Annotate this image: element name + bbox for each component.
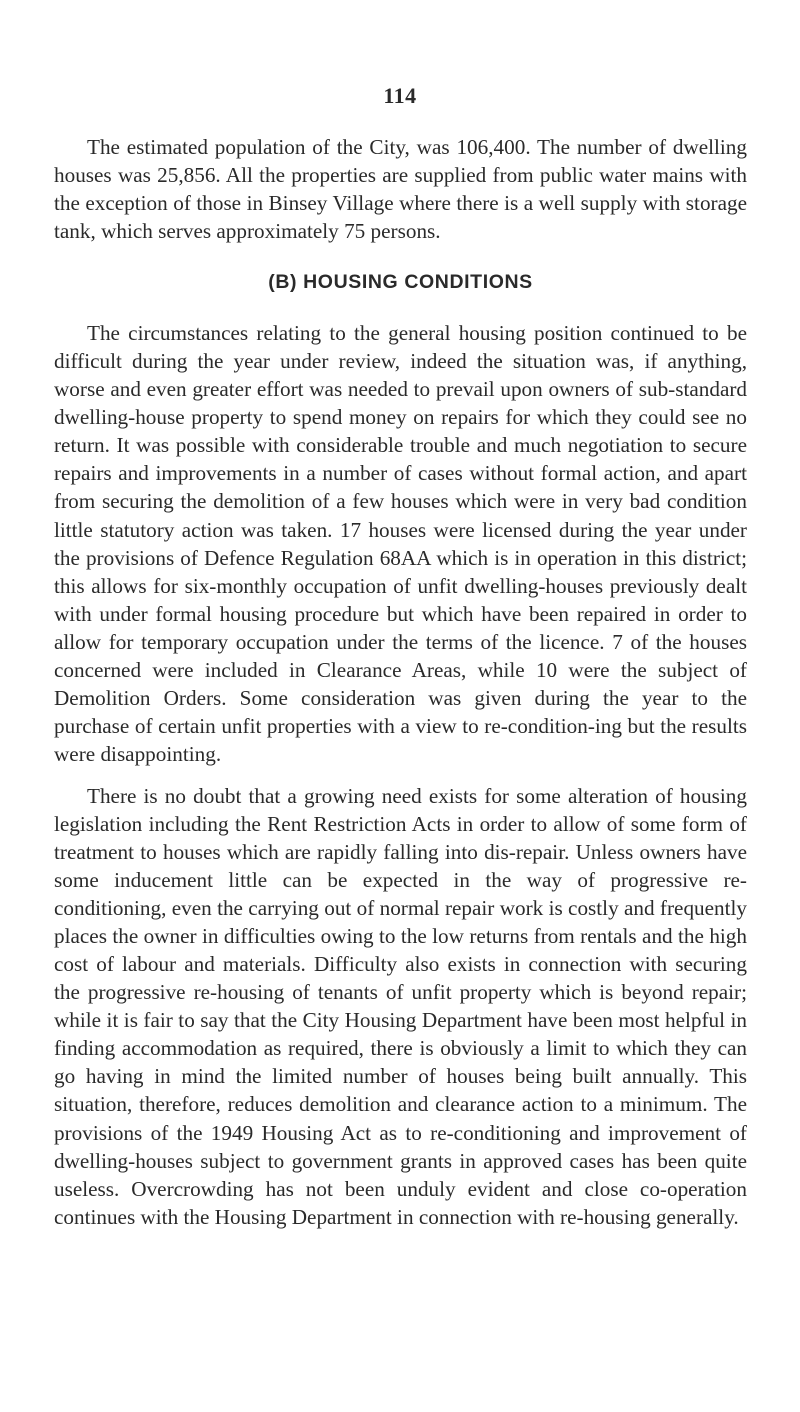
page-body bbox=[54, 133, 747, 1231]
section-heading: (B) HOUSING CONDITIONS bbox=[268, 271, 533, 294]
body-paragraph: There is no doubt that a growing need exists for some alteration of housing legislation including the Rent Restriction Acts in order to allow of some form of treatment to houses which are rapidly falling into dis-repair. Unless owners have some inducement little can be expected in the way of progressive re-conditioning, even the carrying out of normal repair work is costly and frequently places the owner in difficulties owing to the low returns from rentals and the high cost of labour and materials. Difficulty also exists in connection with securing the progressive re-housing of tenants of unfit property which is beyond repair; while it is fair to say that the City Housing Department have been most helpful in finding accommodation as required, there is obviously a limit to which they can go having in mind the limited number of houses being built annually. This situation, therefore, reduces demolition and clearance action to a minimum. The provisions of the 1949 Housing Act as to re-conditioning and improvement of dwelling-houses subject to government grants in approved cases has been quite useless. Overcrowding has not been unduly evident and close co-operation continues with the Housing Department in connection with re-housing generally. bbox=[54, 783, 747, 1229]
intro-paragraph: The estimated population of the City, was 106,400. The number of dwelling houses was 25,856. All the properties are supplied from public water mains with the exception of those in Binsey Village where there is a well supply with storage tank, which serves approximately 75 persons. bbox=[54, 135, 747, 244]
page-number: 114 bbox=[383, 83, 417, 108]
body-paragraph: The circumstances relating to the general housing position continued to be difficult during the year under review, indeed the situation was, if anything, worse and even greater effort was needed to prevail upon owners of sub-standard dwelling-house property to spend money on repairs for which they could see no return. It was possible with considerable trouble and much negotiation to secure repairs and improvements in a number of cases without formal action, and apart from securing the demolition of a few houses which were in very bad condition little statutory action was taken. 17 houses were licensed during the year under the provisions of Defence Regulation 68AA which is in operation in this district; this allows for six-monthly occupation of unfit dwelling-houses previously dealt with under formal housing procedure but which have been repaired in order to allow for temporary occupation under the terms of the licence. 7 of the houses concerned were included in Clearance Areas, while 10 were the subject of Demolition Orders. Some consideration was given during the year to the purchase of certain unfit properties with a view to re-condition-ing but the results were disappointing. bbox=[54, 321, 747, 766]
paragraph-spacer bbox=[54, 768, 747, 782]
